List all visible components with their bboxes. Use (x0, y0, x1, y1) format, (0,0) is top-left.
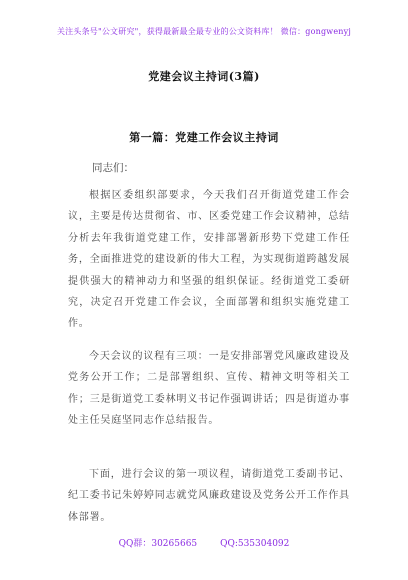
paragraph: 今天会议的议程有三项：一是安排部署党风廉政建设及党务公开工作；二是部署组织、宣传、精神文明等相关工作；三是街道党工委林明义书记作强调讲话；四是街道办事处主任吴庭坚同志作总结报告。 (68, 351, 350, 427)
salutation: 同志们： (92, 162, 134, 174)
document-title: 党建会议主持词(3篇) (148, 70, 260, 83)
footer-contact (0, 536, 408, 549)
section-heading: 第一篇：党建工作会议主持词 (129, 131, 279, 144)
footer-qq-group: QQ群：30265665 (118, 539, 198, 549)
header-banner: 关注头条号"公文研究"，获得最新最全最专业的公文资料库！ 微信：gongwenyj (56, 27, 352, 36)
paragraph: 下面，进行会议的第一项议程，请街道党工委副书记、纪工委书记朱婷婷同志就党风廉政建设及党务公开工作作具体部署。 (68, 469, 350, 523)
paragraph: 根据区委组织部要求，今天我们召开街道党建工作会议，主要是传达贯彻省、市、区委党建工作会议精神，总结分析去年我街道党建工作，安排部署新形势下党建工作任务，全面推进党的建设新的伟大工程，为实现街道跨越发展提供强大的精神动力和坚强的组织保证。经街道党工委研究，决定召开党建工作会议，全面部署和组织实施党建工作。 (68, 190, 350, 330)
footer-qq: QQ:535304092 (220, 539, 290, 549)
